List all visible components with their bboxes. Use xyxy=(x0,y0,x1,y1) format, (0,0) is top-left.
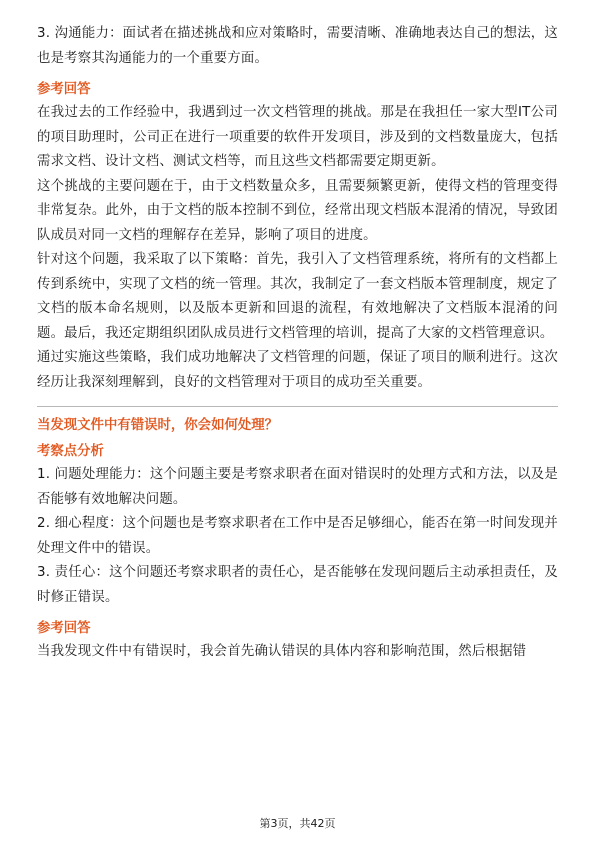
section-divider xyxy=(37,406,558,407)
analysis-item-2: 2. 细心程度：这个问题也是考察求职者在工作中是否足够细心，能否在第一时间发现并处理文件中的错误。 xyxy=(37,516,558,556)
reference-answer-label: 参考回答 xyxy=(37,82,91,97)
answer-paragraph-next: 当我发现文件中有错误时，我会首先确认错误的具体内容和影响范围，然后根据错 xyxy=(37,644,527,659)
analysis-item-3: 3. 责任心：这个问题还考察求职者的责任心，是否能够在发现问题后主动承担责任，及时修正错误。 xyxy=(37,565,558,605)
answer-paragraph-3: 针对这个问题，我采取了以下策略：首先，我引入了文档管理系统，将所有的文档都上传到系统中，实现了文档的统一管理。其次，我制定了一套文档版本管理制度，规定了文档的版本命名规则，以及版本更新和回退的流程，有效地解决了文档版本混淆的问题。最后，我还定期组织团队成员进行文档管理的培训，提高了大家的文档管理意识。 xyxy=(37,252,558,341)
analysis-label: 考察点分析 xyxy=(37,444,104,459)
analysis-item-1: 1. 问题处理能力：这个问题主要是考察求职者在面对错误时的处理方式和方法，以及是否能够有效地解决问题。 xyxy=(37,467,558,507)
analysis-item-communication: 3. 沟通能力：面试者在描述挑战和应对策略时，需要清晰、准确地表达自己的想法，这也是考察其沟通能力的一个重要方面。 xyxy=(37,26,558,66)
question-heading: 当发现文件中有错误时，你会如何处理？ xyxy=(37,418,279,433)
page-number: 第3页，共42页 xyxy=(259,817,336,830)
answer-paragraph-2: 这个挑战的主要问题在于，由于文档数量众多，且需要频繁更新，使得文档的管理变得非常复杂。此外，由于文档的版本控制不到位，经常出现文档版本混淆的情况，导致团队成员对同一文档的理解存在差异，影响了项目的进度。 xyxy=(37,178,558,243)
document-page xyxy=(37,22,558,665)
answer-paragraph-4: 通过实施这些策略，我们成功地解决了文档管理的问题，保证了项目的顺利进行。这次经历让我深刻理解到，良好的文档管理对于项目的成功至关重要。 xyxy=(37,350,558,390)
reference-answer-label-2: 参考回答 xyxy=(37,621,91,636)
answer-paragraph-1: 在我过去的工作经验中，我遇到过一次文档管理的挑战。那是在我担任一家大型IT公司的项目助理时，公司正在进行一项重要的软件开发项目，涉及到的文档数量庞大，包括需求文档、设计文档、测试文档等，而且这些文档都需要定期更新。 xyxy=(37,105,558,169)
